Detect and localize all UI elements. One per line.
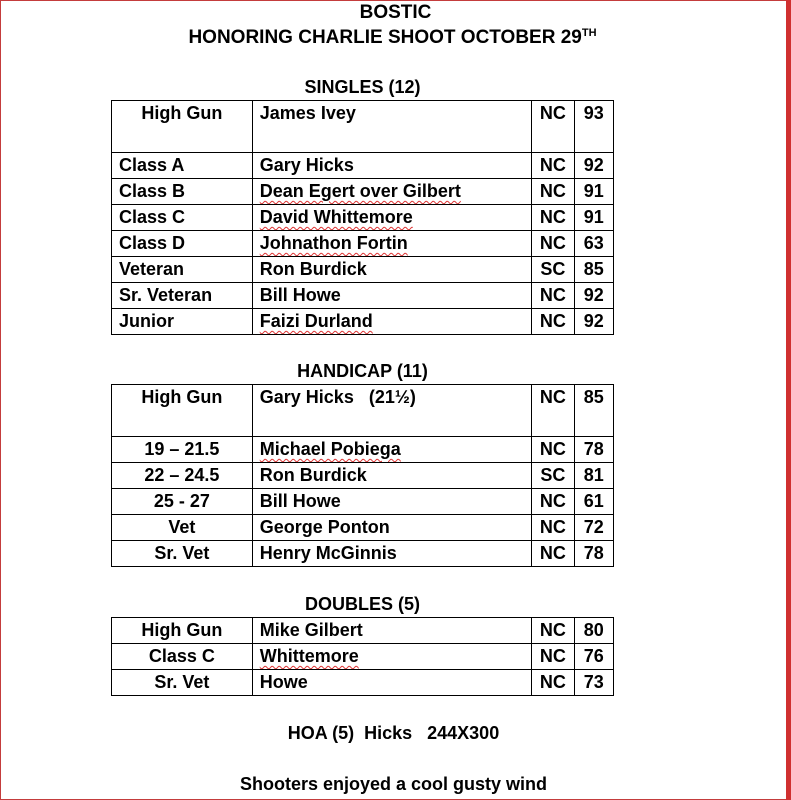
- score-cell: 78: [574, 437, 613, 463]
- name-cell: Gary Hicks: [252, 153, 531, 179]
- table-row: [112, 385, 614, 437]
- category-cell: 22 – 24.5: [112, 463, 253, 489]
- category-cell: Vet: [112, 515, 253, 541]
- name-cell: Howe: [252, 670, 531, 696]
- table-row: [112, 463, 614, 489]
- handicap-title: HANDICAP (11): [297, 361, 428, 381]
- table-row: [112, 257, 614, 283]
- table-row: [112, 437, 614, 463]
- state-cell: NC: [532, 101, 574, 153]
- score-cell: 91: [574, 205, 613, 231]
- state-cell: NC: [532, 489, 574, 515]
- name-cell: Henry McGinnis: [252, 541, 531, 567]
- category-cell: Class C: [112, 644, 253, 670]
- category-cell: Class A: [112, 153, 253, 179]
- title-line-1: BOSTIC: [359, 2, 432, 23]
- table-row: [112, 153, 614, 179]
- table-row: [112, 541, 614, 567]
- table-row: [112, 309, 614, 335]
- score-cell: 85: [574, 257, 613, 283]
- score-cell: 78: [574, 541, 613, 567]
- category-cell: Sr. Vet: [112, 670, 253, 696]
- category-cell: High Gun: [112, 101, 253, 153]
- table-row: [112, 283, 614, 309]
- table-row: [112, 670, 614, 696]
- state-cell: NC: [532, 205, 574, 231]
- handicap-table: [111, 384, 614, 567]
- score-cell: 85: [574, 385, 613, 437]
- name-cell: Johnathon Fortin: [252, 231, 531, 257]
- name-cell: Gary Hicks (21½): [252, 385, 531, 437]
- state-cell: NC: [532, 670, 574, 696]
- table-row: [112, 179, 614, 205]
- table-row: [112, 231, 614, 257]
- name-cell: George Ponton: [252, 515, 531, 541]
- name-cell: James Ivey: [252, 101, 531, 153]
- state-cell: NC: [532, 153, 574, 179]
- score-cell: 81: [574, 463, 613, 489]
- name-cell: Bill Howe: [252, 283, 531, 309]
- score-cell: 91: [574, 179, 613, 205]
- score-cell: 92: [574, 309, 613, 335]
- category-cell: Sr. Vet: [112, 541, 253, 567]
- score-cell: 63: [574, 231, 613, 257]
- table-row: [112, 644, 614, 670]
- singles-table: [111, 100, 614, 335]
- state-cell: NC: [532, 309, 574, 335]
- category-cell: Junior: [112, 309, 253, 335]
- name-cell: Ron Burdick: [252, 463, 531, 489]
- name-cell: Faizi Durland: [252, 309, 531, 335]
- score-cell: 80: [574, 618, 613, 644]
- score-cell: 73: [574, 670, 613, 696]
- name-cell: Mike Gilbert: [252, 618, 531, 644]
- state-cell: SC: [532, 463, 574, 489]
- table-row: [112, 101, 614, 153]
- category-cell: 19 – 21.5: [112, 437, 253, 463]
- score-cell: 76: [574, 644, 613, 670]
- table-row: [112, 205, 614, 231]
- name-cell: Ron Burdick: [252, 257, 531, 283]
- hoa-line: HOA (5) Hicks 244X300: [287, 723, 500, 743]
- score-cell: 72: [574, 515, 613, 541]
- state-cell: NC: [532, 541, 574, 567]
- category-cell: 25 - 27: [112, 489, 253, 515]
- state-cell: NC: [532, 283, 574, 309]
- name-cell: David Whittemore: [252, 205, 531, 231]
- doubles-table: [111, 617, 614, 696]
- category-cell: Veteran: [112, 257, 253, 283]
- state-cell: NC: [532, 644, 574, 670]
- name-cell: Whittemore: [252, 644, 531, 670]
- title-superscript: TH: [581, 27, 597, 39]
- score-cell: 93: [574, 101, 613, 153]
- score-cell: 92: [574, 153, 613, 179]
- category-cell: High Gun: [112, 618, 253, 644]
- state-cell: NC: [532, 179, 574, 205]
- state-cell: NC: [532, 231, 574, 257]
- score-cell: 92: [574, 283, 613, 309]
- state-cell: NC: [532, 515, 574, 541]
- document-subtitle: [0, 27, 788, 49]
- name-cell: Dean Egert over Gilbert: [252, 179, 531, 205]
- footer-note: Shooters enjoyed a cool gusty wind: [239, 774, 548, 794]
- state-cell: NC: [532, 618, 574, 644]
- state-cell: SC: [532, 257, 574, 283]
- category-cell: Class C: [112, 205, 253, 231]
- category-cell: Sr. Veteran: [112, 283, 253, 309]
- name-cell: Michael Pobiega: [252, 437, 531, 463]
- table-row: [112, 489, 614, 515]
- table-row: [112, 618, 614, 644]
- category-cell: Class B: [112, 179, 253, 205]
- state-cell: NC: [532, 437, 574, 463]
- table-row: [112, 515, 614, 541]
- singles-title: SINGLES (12): [304, 77, 421, 97]
- name-cell: Bill Howe: [252, 489, 531, 515]
- title-line-2: HONORING CHARLIE SHOOT OCTOBER 29: [188, 27, 582, 48]
- category-cell: High Gun: [112, 385, 253, 437]
- window-edge: [786, 0, 791, 800]
- category-cell: Class D: [112, 231, 253, 257]
- doubles-title: DOUBLES (5): [304, 594, 420, 614]
- score-cell: 61: [574, 489, 613, 515]
- document-title: [0, 2, 791, 24]
- state-cell: NC: [532, 385, 574, 437]
